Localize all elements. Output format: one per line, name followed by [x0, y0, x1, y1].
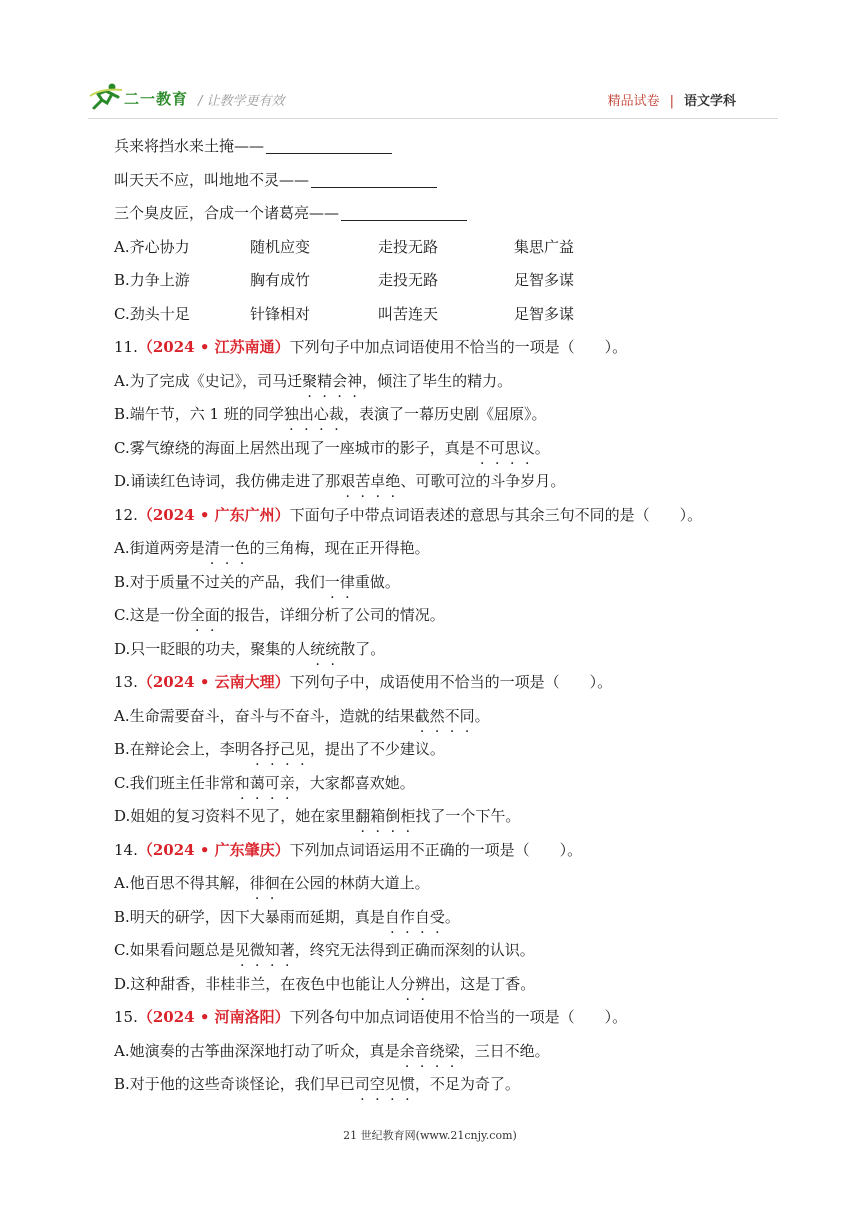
emphasis-char: 翻 [355, 807, 371, 825]
emphasis-char: 亲 [279, 773, 295, 792]
question-11-option-d: D.诵读红色诗词，我仿佛走进了那艰苦卓绝、可歌可泣的斗争岁月。 [114, 472, 566, 490]
emphasis-char: 可 [264, 773, 280, 792]
emphasis-char: 徘 [249, 874, 265, 892]
emphasis-char: 全 [189, 606, 205, 624]
header-divider [88, 118, 778, 119]
emphasis-char: 惯 [399, 1075, 415, 1093]
prev-line-1: 兵来将挡水来土掩—— [114, 130, 774, 164]
question-14-option-d: D.这种甜香，非桂非兰，在夜色中也能让人分辨出，这是丁香。 [114, 974, 536, 993]
emphasis-char: 心 [313, 405, 329, 423]
emphasis-char: 精 [317, 371, 333, 390]
prev-option-a: A.齐心协力 随机应变 走投无路 集思广益 [114, 237, 575, 256]
question-12-option-a: A.街道两旁是清一色的三角梅，现在正开得艳。 [114, 539, 430, 557]
dotted-term [400, 1042, 460, 1060]
dotted-term [340, 472, 400, 490]
dotted-term [205, 539, 250, 557]
emphasis-char: 统 [325, 639, 341, 658]
emphasis-char: 柜 [400, 807, 416, 825]
dotted-term [250, 740, 310, 758]
emphasis-char: 出 [298, 405, 314, 423]
emphasis-char: 空 [369, 1075, 385, 1093]
emphasis-char: 一 [324, 572, 340, 591]
dotted-term [190, 606, 220, 624]
emphasis-char: 倒 [385, 807, 401, 825]
question-15-stem: 15.（2024 • 河南洛阳）下列各句中加点词语使用不恰当的一项是（ ）。 [114, 1008, 628, 1026]
question-source: （2024 • 广东肇庆） [137, 840, 290, 859]
question-14-option-b: B.明天的研学，因下大暴雨而延期，真是自作自受。 [114, 907, 460, 926]
emphasis-char: 见 [234, 941, 250, 959]
dotted-term [250, 874, 280, 892]
prev-line-3: 三个臭皮匠，合成一个诸葛亮—— [114, 197, 774, 231]
question-11-option-a: A.为了完成《史记》，司马迁聚精会神，倾注了毕生的精力。 [114, 371, 513, 390]
question-source: （2024 • 江苏南通） [137, 338, 290, 356]
question-14-stem: 14.（2024 • 广东肇庆）下列加点词语运用不正确的一项是（ ）。 [114, 840, 583, 859]
logo-slogan: / 让教学更有效 [198, 94, 285, 109]
emphasis-char: 各 [249, 740, 265, 758]
question-12-option-b: B.对于质量不过关的产品，我们一律重做。 [114, 572, 400, 591]
prev-line-2: 叫天天不应，叫地地不灵—— [114, 164, 774, 198]
emphasis-char: 微 [249, 941, 265, 959]
tag-separator: | [669, 94, 674, 109]
question-13-option-b: B.在辩论会上，李明各抒己见，提出了不少建议。 [114, 740, 445, 758]
question-14-option-a: A.他百思不得其解，徘徊在公园的林荫大道上。 [114, 874, 430, 892]
answer-blank [266, 133, 392, 154]
document-body [114, 130, 774, 1102]
answer-blank [311, 167, 437, 188]
emphasis-char: 神 [347, 371, 363, 390]
emphasis-char: 余 [399, 1041, 415, 1060]
emphasis-char: 统 [310, 639, 326, 658]
dotted-term [310, 640, 340, 658]
question-12-stem: 12.（2024 • 广东广州）下面句子中带点词语表述的意思与其余三句不同的是（ ）。 [114, 505, 703, 524]
question-11-stem: 11.（2024 • 江苏南通）下列句子中加点词语使用不恰当的一项是（ ）。 [114, 338, 628, 356]
emphasis-char: 分 [400, 974, 416, 993]
question-12-option-c: C.这是一份全面的报告，详细分析了公司的情况。 [114, 606, 445, 624]
emphasis-char: 著 [279, 941, 295, 959]
tag-subject: 语文学科 [683, 94, 736, 109]
answer-blank [341, 200, 467, 221]
emphasis-char: 艰 [340, 472, 356, 490]
emphasis-char: 苦 [355, 472, 371, 490]
tag-premium-paper: 精品试卷 [607, 94, 660, 109]
page-footer: 21 世纪教育网(www.21cnjy.com) [343, 1129, 517, 1142]
emphasis-char: 然 [429, 706, 445, 725]
emphasis-char: 抒 [264, 740, 280, 758]
emphasis-char: 作 [399, 907, 415, 926]
question-12-option-d: D.只一眨眼的功夫，聚集的人统统散了。 [114, 639, 386, 658]
emphasis-char: 和 [234, 773, 250, 792]
dotted-term [235, 774, 295, 792]
emphasis-char: 己 [279, 740, 295, 758]
dotted-term [355, 1075, 415, 1093]
dotted-term [475, 439, 535, 457]
emphasis-char: 见 [384, 1075, 400, 1093]
emphasis-char: 面 [204, 606, 220, 624]
logo-name: 二一教育 [124, 90, 189, 108]
emphasis-char: 音 [414, 1041, 430, 1060]
dotted-term [355, 807, 415, 825]
dotted-term [400, 975, 430, 993]
dotted-term [385, 908, 445, 926]
dotted-term [415, 707, 475, 725]
emphasis-char: 律 [339, 572, 355, 591]
emphasis-char: 截 [414, 706, 430, 725]
emphasis-char: 蔼 [249, 773, 265, 792]
emphasis-char: 绝 [385, 472, 401, 490]
prev-option-c: C.劲头十足 针锋相对 叫苦连天 足智多谋 [114, 304, 575, 323]
question-13-stem: 13.（2024 • 云南大理）下列句子中，成语使用不恰当的一项是（ ）。 [114, 673, 613, 691]
prev-option-b: B.力争上游 胸有成竹 走投无路 足智多谋 [114, 271, 575, 289]
emphasis-char: 议 [519, 438, 535, 457]
emphasis-char: 独 [283, 405, 299, 423]
emphasis-char: 不 [474, 438, 490, 457]
emphasis-char: 箱 [370, 807, 386, 825]
emphasis-char: 聚 [302, 371, 318, 390]
emphasis-char: 清 [204, 539, 220, 557]
emphasis-char: 卓 [370, 472, 386, 490]
emphasis-char: 绕 [429, 1041, 445, 1060]
emphasis-char: 自 [384, 907, 400, 926]
emphasis-char: 可 [489, 438, 505, 457]
emphasis-char: 受 [429, 907, 445, 926]
emphasis-char: 会 [332, 371, 348, 390]
question-13-option-a: A.生命需要奋斗，奋斗与不奋斗，造就的结果截然不同。 [114, 706, 490, 725]
emphasis-char: 一 [219, 539, 235, 557]
emphasis-char: 不 [444, 706, 460, 725]
page-header [0, 0, 860, 120]
running-figure-logo-icon [88, 82, 124, 112]
subject-tags [608, 90, 736, 109]
dotted-term [302, 372, 362, 390]
question-14-option-c: C.如果看问题总是见微知著，终究无法得到正确而深刻的认识。 [114, 941, 535, 959]
question-11-option-b: B.端午节，六 1 班的同学独出心裁，表演了一幕历史剧《屈原》。 [114, 405, 547, 423]
question-13-option-d: D.姐姐的复习资料不见了，她在家里翻箱倒柜找了一个下午。 [114, 807, 521, 825]
emphasis-char: 知 [264, 941, 280, 959]
dotted-term [235, 941, 295, 959]
dotted-term [284, 405, 344, 423]
emphasis-char: 思 [504, 438, 520, 457]
emphasis-char: 梁 [444, 1041, 460, 1060]
question-source: （2024 • 河南洛阳） [137, 1008, 290, 1026]
question-11-option-c: C.雾气缭绕的海面上居然出现了一座城市的影子，真是不可思议。 [114, 438, 550, 457]
question-source: （2024 • 广东广州） [137, 505, 290, 524]
emphasis-char: 徊 [264, 874, 280, 892]
emphasis-char: 见 [294, 740, 310, 758]
question-source: （2024 • 云南大理） [137, 673, 290, 691]
emphasis-char: 自 [414, 907, 430, 926]
emphasis-char: 色 [234, 539, 250, 557]
dotted-term [325, 573, 355, 591]
question-15-option-b: B.对于他的这些奇谈怪论，我们早已司空见惯，不足为奇了。 [114, 1075, 520, 1093]
emphasis-char: 同 [459, 706, 475, 725]
emphasis-char: 司 [354, 1075, 370, 1093]
emphasis-char: 裁 [328, 405, 344, 423]
question-13-option-c: C.我们班主任非常和蔼可亲，大家都喜欢她。 [114, 773, 415, 792]
emphasis-char: 辨 [415, 974, 431, 993]
question-15-option-a: A.她演奏的古筝曲深深地打动了听众，真是余音绕梁，三日不绝。 [114, 1041, 550, 1060]
